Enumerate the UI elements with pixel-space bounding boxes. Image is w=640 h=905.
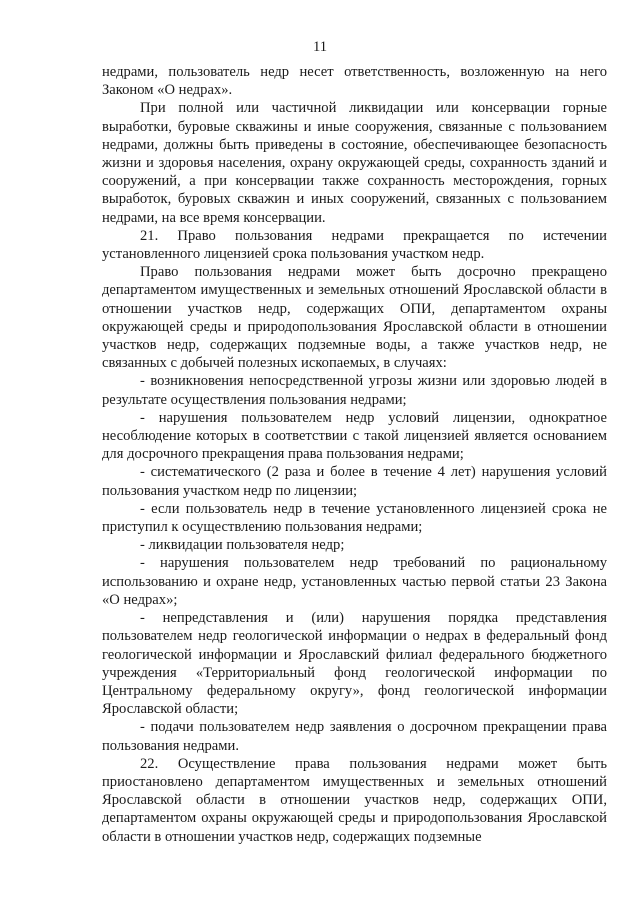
list-item: - систематического (2 раза и более в течение 4 лет) нарушения условий пользования участком недр по лицензии; (102, 464, 607, 499)
paragraph: При полной или частичной ликвидации или консервации горные выработки, буровые скважины и иные сооружения, связанные с пользованием недрами, должны быть приведены в состояние, обеспечивающее безопасность жизни и здоровья населения, охрану окружающей среды, сохранность зданий и сооружений, а при консервации также сохранность месторождения, горных выработок, буровых скважин и иных сооружений, связанных с пользованием недрами, на все время консервации. (102, 100, 607, 226)
list-item: - возникновения непосредственной угрозы жизни или здоровью людей в результате осуществления пользования недрами; (102, 373, 607, 408)
list-item: - если пользователь недр в течение установленного лицензией срока не приступил к осуществлению пользования недрами; (102, 500, 607, 536)
paragraph: 21. Право пользования недрами прекращается по истечении установленного лицензией срока пользования участком недр. (102, 227, 607, 263)
page-number: 11 (312, 39, 328, 55)
body-text (102, 63, 607, 846)
list-item: - нарушения пользователем недр условий лицензии, однократное несоблюдение которых в соответствии с такой лицензией является основанием для досрочного прекращения права пользования недрами; (102, 409, 607, 463)
list-item: - нарушения пользователем недр требований по рациональному использованию и охране недр, установленных частью первой статьи 23 Закона «О недрах»; (102, 555, 607, 608)
paragraph: Право пользования недрами может быть досрочно прекращено департаментом имущественных и земельных отношений Ярославской области в отношении участков недр, содержащих ОПИ, департаментом охраны окружающей среды и природопользования Ярославской области в отношении участков недр, содержащих подземные воды, а также участков недр, не связанных с добычей полезных ископаемых, в случаях: (102, 264, 607, 372)
paragraph: 22. Осуществление права пользования недрами может быть приостановлено департаментом имущественных и земельных отношений Ярославской области в отношении участков недр, содержащих ОПИ, департаментом охраны окружающей среды и природопользования Ярославской области в отношении участков недр, содержащих подземные (102, 755, 607, 845)
list-item: - ликвидации пользователя недр; (140, 537, 345, 554)
paragraph: недрами, пользователь недр несет ответственность, возложенную на него Законом «О недрах». (102, 64, 607, 99)
list-item: - непредставления и (или) нарушения порядка представления пользователем недр геологической информации о недрах в федеральный фонд геологической информации и Ярославский филиал федерального бюджетного учреждения «Территориальный фонд геологической информации по Центральному федеральному округу», фонд геологической информации Ярославской области; (102, 610, 607, 718)
list-item: - подачи пользователем недр заявления о досрочном прекращении права пользования недрами. (102, 719, 607, 754)
